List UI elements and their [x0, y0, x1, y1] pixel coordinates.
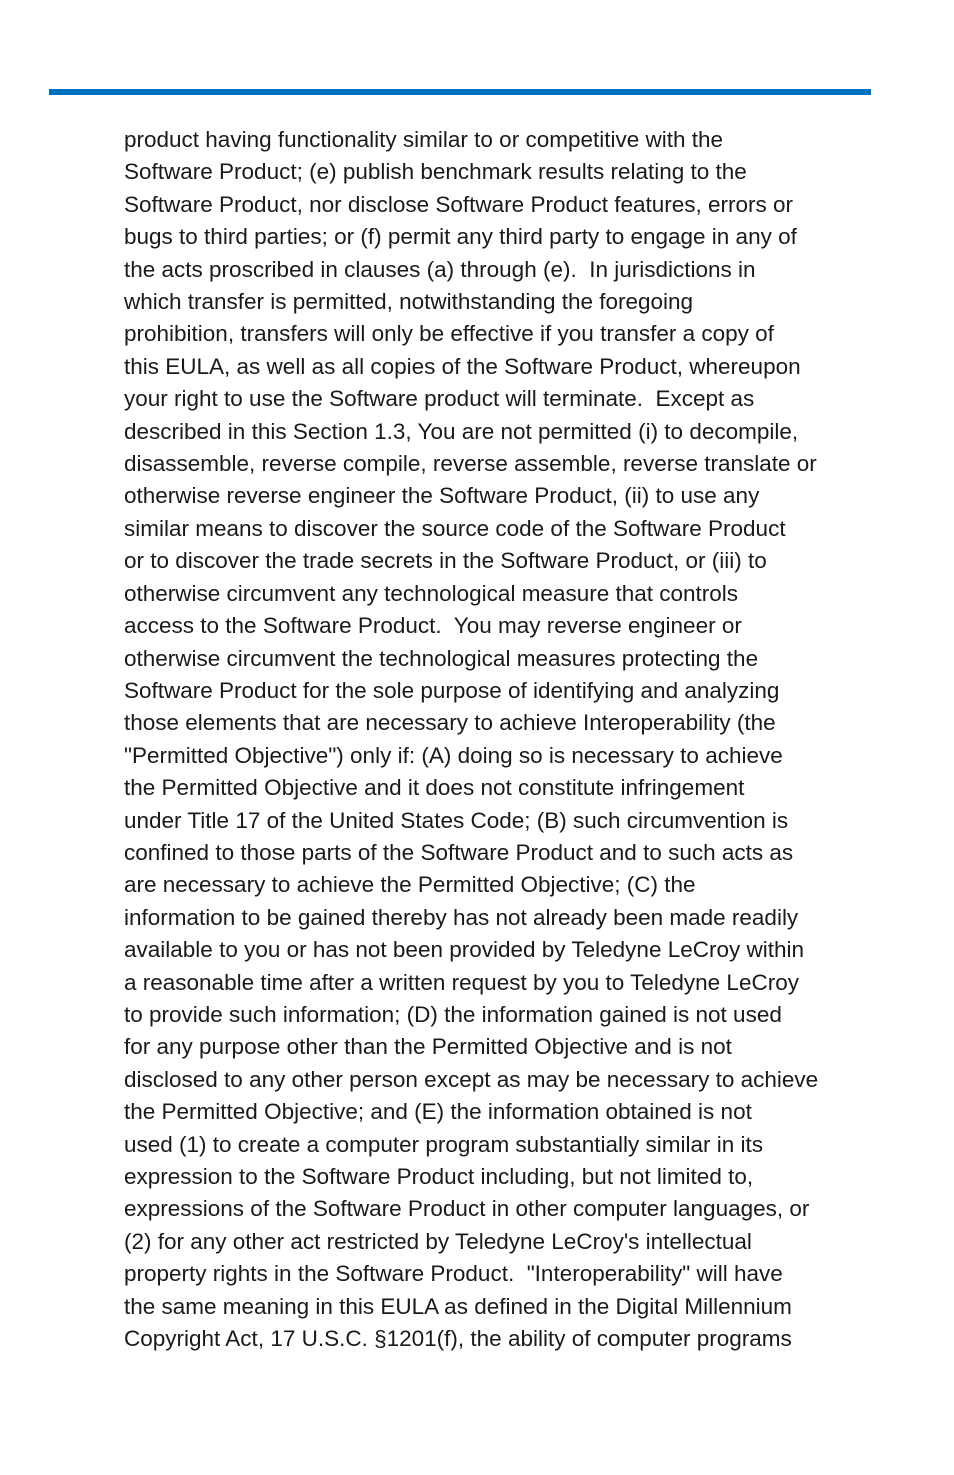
text-line: "Permitted Objective") only if: (A) doing so is necessary to achieve [124, 742, 783, 768]
text-line: information to be gained thereby has not already been made readily [124, 904, 799, 930]
text-line: otherwise reverse engineer the Software Product, (ii) to use any [124, 483, 760, 509]
text-line: used (1) to create a computer program substantially similar in its [124, 1131, 764, 1157]
text-line: are necessary to achieve the Permitted Objective; (C) the [124, 872, 696, 898]
header-rule [49, 89, 871, 95]
text-line: (2) for any other act restricted by Teledyne LeCroy's intellectual [124, 1228, 752, 1254]
text-line: expression to the Software Product including, but not limited to, [124, 1164, 754, 1189]
text-line: for any purpose other than the Permitted Objective and is not [124, 1034, 732, 1060]
text-line: available to you or has not been provided by Teledyne LeCroy within [124, 937, 805, 963]
text-line: or to discover the trade secrets in the Software Product, or (iii) to [124, 548, 767, 574]
text-line: under Title 17 of the United States Code; (B) such circumvention is [124, 807, 789, 833]
text-line: those elements that are necessary to achieve Interoperability (the [124, 710, 776, 736]
text-line: this EULA, as well as all copies of the Software Product, whereupon [124, 353, 801, 379]
text-line: property rights in the Software Product. "Interoperability" will have [124, 1261, 783, 1287]
text-line: bugs to third parties; or (f) permit any third party to engage in any of [124, 224, 797, 250]
text-line: disassemble, reverse compile, reverse assemble, reverse translate or [124, 451, 817, 477]
text-line: your right to use the Software product will terminate. Except as [124, 386, 755, 412]
text-line: the acts proscribed in clauses (a) through (e). In jurisdictions in [124, 256, 756, 282]
text-line: confined to those parts of the Software Product and to such acts as [124, 839, 794, 865]
text-line: Software Product, nor disclose Software Product features, errors or [124, 191, 794, 217]
text-line: Software Product for the sole purpose of identifying and analyzing [124, 677, 780, 703]
text-line: Copyright Act, 17 U.S.C. §1201(f), the ability of computer programs [124, 1326, 792, 1352]
text-line: the Permitted Objective; and (E) the information obtained is not [124, 1099, 752, 1125]
text-line: disclosed to any other person except as may be necessary to achieve [124, 1066, 819, 1092]
text-line: access to the Software Product. You may reverse engineer or [124, 613, 742, 639]
text-line: expressions of the Software Product in other computer languages, or [124, 1196, 810, 1222]
text-line: otherwise circumvent the technological measures protecting the [124, 645, 759, 671]
eula-body-text [124, 124, 884, 1355]
text-line: to provide such information; (D) the information gained is not used [124, 1001, 782, 1027]
text-line: the Permitted Objective and it does not constitute infringement [124, 775, 745, 801]
text-line: a reasonable time after a written request by you to Teledyne LeCroy [124, 969, 799, 995]
text-line: prohibition, transfers will only be effective if you transfer a copy of [124, 321, 774, 347]
text-line: Software Product; (e) publish benchmark results relating to the [124, 159, 747, 185]
text-line: otherwise circumvent any technological measure that controls [124, 580, 739, 606]
text-line: described in this Section 1.3, You are not permitted (i) to decompile, [124, 418, 799, 444]
text-line: similar means to discover the source code of the Software Product [124, 515, 786, 541]
text-line: product having functionality similar to or competitive with the [124, 127, 724, 152]
text-line: the same meaning in this EULA as defined in the Digital Millennium [124, 1293, 792, 1319]
text-line: which transfer is permitted, notwithstanding the foregoing [124, 289, 694, 315]
